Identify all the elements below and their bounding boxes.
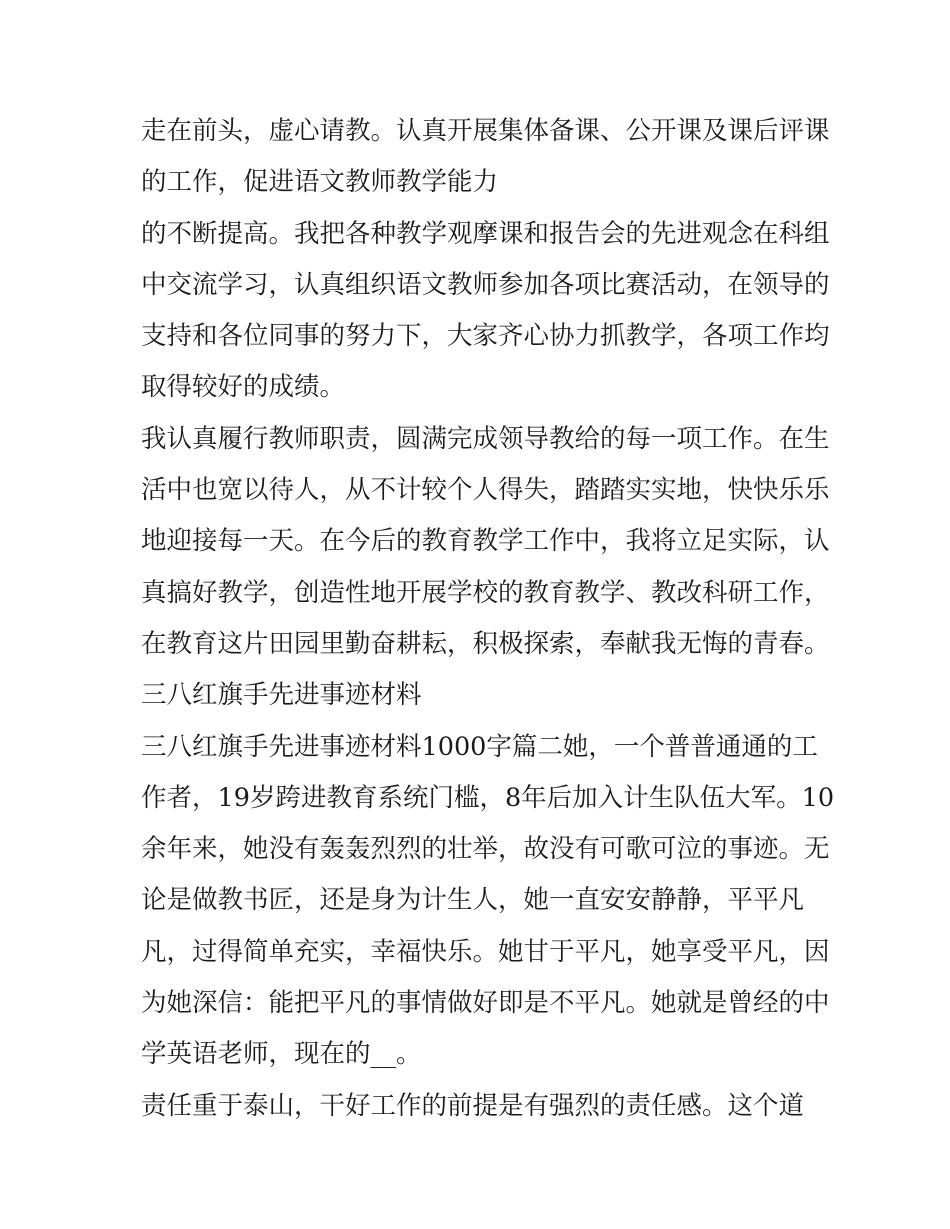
text-line: 的不断提高。我把各种教学观摩课和报告会的先进观念在科组 bbox=[141, 218, 830, 249]
text-line: 真搞好教学，创造性地开展学校的教育教学、教改科研工作， bbox=[141, 577, 830, 608]
text-line: 支持和各位同事的努力下，大家齐心协力抓教学，各项工作均 bbox=[141, 321, 830, 352]
text-line: 取得较好的成绩。 bbox=[141, 372, 346, 403]
text-line: 中交流学习，认真组织语文教师参加各项比赛活动，在领导的 bbox=[141, 269, 830, 300]
text-line: 我认真履行教师职责，圆满完成领导教给的每一项工作。在生 bbox=[141, 423, 830, 454]
text-line: 论是做教书匠，还是身为计生人，她一直安安静静，平平凡 bbox=[141, 885, 805, 916]
text-line: 的工作，促进语文教师教学能力 bbox=[141, 167, 499, 198]
text-line: 三八红旗手先进事迹材料1000字篇二她，一个普普通通的工 bbox=[141, 731, 818, 762]
text-line: 凡，过得简单充实，幸福快乐。她甘于平凡，她享受平凡，因 bbox=[141, 936, 830, 967]
text-line: 学英语老师，现在的__。 bbox=[141, 1039, 422, 1070]
text-line: 为她深信：能把平凡的事情做好即是不平凡。她就是曾经的中 bbox=[141, 988, 830, 1019]
text-line: 活中也宽以待人，从不计较个人得失，踏踏实实地，快快乐乐 bbox=[141, 475, 830, 506]
section-heading: 三八红旗手先进事迹材料 bbox=[141, 680, 422, 711]
text-line: 作者，19岁跨进教育系统门槛，8年后加入计生队伍大军。10 bbox=[141, 782, 835, 813]
text-line: 地迎接每一天。在今后的教育教学工作中，我将立足实际，认 bbox=[141, 526, 830, 557]
text-line: 走在前头，虚心请教。认真开展集体备课、公开课及课后评课 bbox=[141, 116, 830, 146]
text-line: 责任重于泰山，干好工作的前提是有强烈的责任感。这个道 bbox=[141, 1090, 805, 1121]
text-line: 在教育这片田园里勤奋耕耘，积极探索，奉献我无悔的青春。 bbox=[141, 628, 830, 659]
document-body bbox=[141, 106, 835, 1132]
text-line: 余年来，她没有轰轰烈烈的壮举，故没有可歌可泣的事迹。无 bbox=[141, 834, 830, 865]
